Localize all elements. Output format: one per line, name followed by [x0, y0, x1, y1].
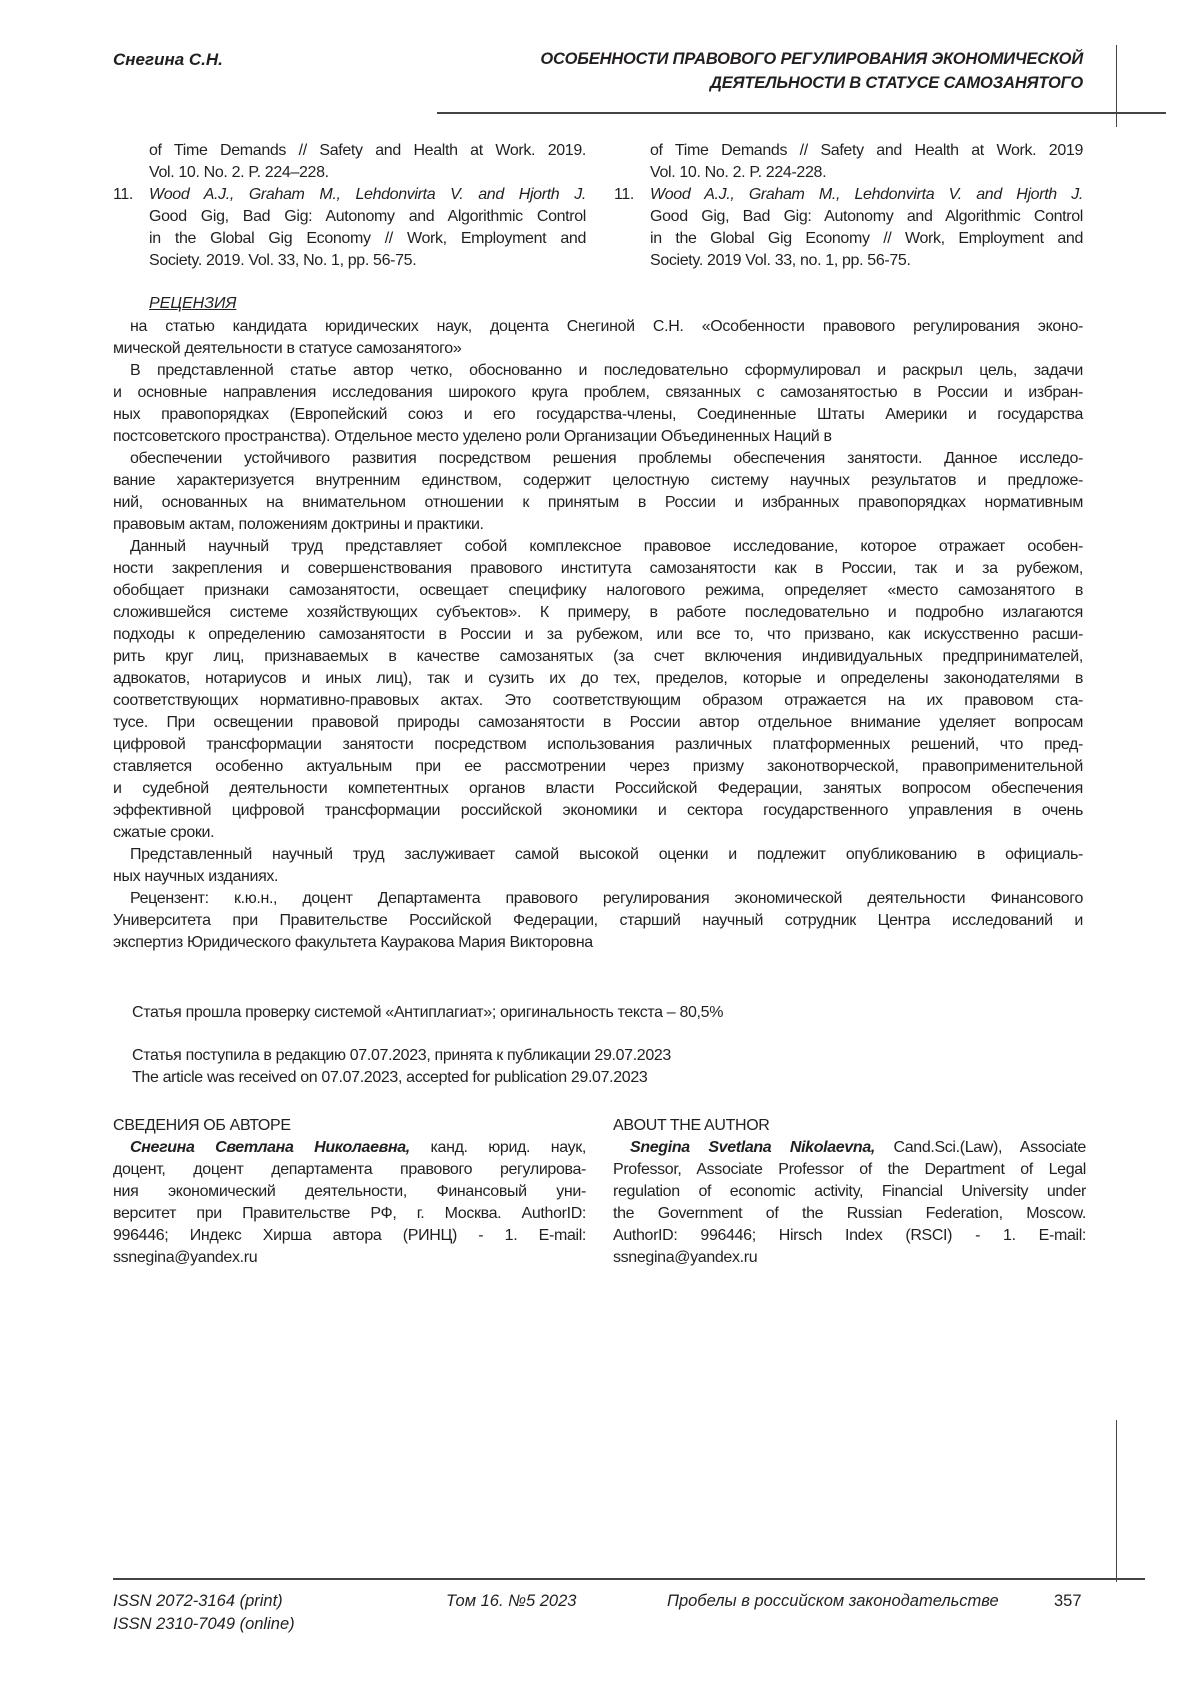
reference-item: [614, 184, 1083, 206]
footer-volume: Том 16. №5 2023: [446, 1592, 577, 1610]
author-name: Снегина Светлана Николаевна,: [130, 1139, 410, 1156]
author-section-heading: ABOUT THE AUTHOR: [613, 1117, 770, 1134]
author-info-line: AuthorID: 996446; Hirsch Index (RSCI) - 1. E-mail:: [613, 1227, 1086, 1244]
author-name: Snegina Svetlana Nikolaevna,: [630, 1139, 875, 1156]
author-info-line: 996446; Индекс Хирша автора (РИНЦ) - 1. E-mail:: [113, 1227, 586, 1244]
review-line: В представленной статье автор четко, обоснованно и последовательно сформулировал и раскрыл цель, задачи: [130, 362, 1083, 379]
review-line: на статью кандидата юридических наук, доцента Снегиной С.Н. «Особенности правового регулирования эконо-: [130, 318, 1083, 335]
header-crop-mark: [1116, 45, 1117, 127]
review-line: эффективной цифровой трансформации российской экономики и сектора государственного управления в очень: [113, 802, 1083, 819]
review-line: постсоветского пространства). Отдельное место уделено роли Организации Объединенных Наций в: [113, 428, 832, 445]
author-info-line: ния экономический деятельности, Финансовый уни-: [113, 1183, 586, 1200]
review-line: ных правопорядках (Европейский союз и его государства-члены, Соединенные Штаты Америки и государства: [113, 406, 1083, 423]
reference-authors: Wood A.J., Graham M., Lehdonvirta V. and Hjorth J.: [149, 186, 586, 203]
review-line: соответствующих нормативно-правовых актах. Это соответствующим образом отражается на их правовом ста-: [113, 692, 1083, 709]
review-line: и основные направления исследования широкого круга проблем, связанных с самозанятостью в России и избран-: [113, 384, 1083, 401]
reference-line: of Time Demands // Safety and Health at Work. 2019.: [149, 142, 586, 159]
running-header-title: [383, 47, 1083, 95]
review-line: сжатые сроки.: [113, 824, 215, 841]
reference-line: Good Gig, Bad Gig: Autonomy and Algorithmic Control: [650, 208, 1083, 225]
page-number: 357: [1054, 1592, 1082, 1610]
review-line: обобщает признаки самозанятости, освещает специфику налогового режима, определяет «место самозанятого в: [113, 582, 1083, 599]
review-line: ставляется особенно актуальным при ее рассмотрении через призму законотворческой, правоприменительной: [113, 758, 1083, 775]
review-paragraph: [113, 360, 1083, 448]
review-line: ных научных изданиях.: [113, 868, 279, 885]
review-paragraph: [113, 448, 1083, 536]
review-body: [113, 316, 1083, 954]
review-line: Данный научный труд представляет собой комплексное правовое исследование, которое отражает особен-: [130, 538, 1083, 555]
running-header-title-line: ДЕЯТЕЛЬНОСТИ В СТАТУСЕ САМОЗАНЯТОГО: [710, 74, 1083, 92]
author-info-line: ssnegina@yandex.ru: [613, 1249, 758, 1266]
footer-rule: [113, 1578, 1145, 1580]
author-info-english: [613, 1115, 1086, 1269]
review-paragraph: [113, 536, 1083, 844]
reference-number: 11.: [614, 186, 635, 203]
author-info-line: верситет при Правительстве РФ, г. Москва. AuthorID:: [113, 1205, 586, 1222]
review-paragraph: [113, 316, 1083, 360]
review-line: ности закрепления и совершенствования правового института самозанятости как в России, так и за рубежом,: [113, 560, 1083, 577]
reference-line: in the Global Gig Economy // Work, Employment and: [149, 230, 586, 247]
references-russian-column: [113, 140, 586, 272]
review-paragraph: [113, 888, 1083, 954]
review-line: сложившейся системе хозяйствующих субъектов». К примеру, в работе последовательно и подробно излагаются: [113, 604, 1083, 621]
footer-crop-mark: [1116, 1420, 1117, 1582]
review-line: подходы к определению самозанятости в России и за рубежом, или все то, что призвано, как искусственно расши-: [113, 626, 1083, 643]
antiplagiat-note: Статья прошла проверку системой «Антиплагиат»; оригинальность текста – 80,5%: [132, 1004, 724, 1021]
issn-online: ISSN 2310-7049 (online): [113, 1615, 295, 1633]
review-line: рить круг лиц, признаваемых в качестве самозанятых (за счет включения индивидуальных предпринимателей,: [113, 648, 1083, 665]
author-info-line: доцент, доцент департамента правового регулирова-: [113, 1161, 586, 1178]
reference-line: Good Gig, Bad Gig: Autonomy and Algorithmic Control: [149, 208, 586, 225]
author-info-russian: [113, 1115, 586, 1269]
author-name-line: [113, 1137, 586, 1159]
review-line: Рецензент: к.ю.н., доцент Департамента правового регулирования экономической деятельности Финансового: [130, 890, 1083, 907]
review-line: ний, основанных на внимательном отношении к принятым в России и избранных правопорядках нормативным: [113, 494, 1083, 511]
review-line: Представленный научный труд заслуживает самой высокой оценки и подлежит опубликованию в официаль-: [130, 846, 1083, 863]
review-line: цифровой трансформации занятости посредством использования различных платформенных решений, что пред-: [113, 736, 1083, 753]
header-rule: [437, 112, 1166, 114]
reference-line: Society. 2019 Vol. 33, no. 1, pp. 56-75.: [650, 252, 911, 269]
review-heading: РЕЦЕНЗИЯ: [149, 295, 237, 312]
received-date-en: The article was received on 07.07.2023, accepted for publication 29.07.2023: [132, 1069, 648, 1086]
author-degree: Cand.Sci.(Law), Associate: [893, 1139, 1086, 1156]
reference-item: [113, 184, 586, 206]
review-line: адвокатов, нотариусов и иных лиц), так и сузить их до тех, пределов, которые и определены законодателями в: [113, 670, 1083, 687]
review-line: обеспечении устойчивого развития посредством решения проблемы обеспечения занятости. Данное исследо-: [130, 450, 1083, 467]
reference-number: 11.: [113, 186, 134, 203]
review-line: правовым актам, положениям доктрины и практики.: [113, 516, 484, 533]
author-degree: канд. юрид. наук,: [430, 1139, 586, 1156]
review-line: и судебной деятельности компетентных органов власти Российской Федерации, занятых вопросом обеспечения: [113, 780, 1083, 797]
running-header-title-line: ОСОБЕННОСТИ ПРАВОВОГО РЕГУЛИРОВАНИЯ ЭКОНОМИЧЕСКОЙ: [540, 50, 1083, 68]
issn-print: ISSN 2072-3164 (print): [113, 1592, 283, 1610]
author-info-line: ssnegina@yandex.ru: [113, 1249, 258, 1266]
received-date-ru: Статья поступила в редакцию 07.07.2023, принята к публикации 29.07.2023: [132, 1047, 671, 1064]
reference-line: in the Global Gig Economy // Work, Employment and: [650, 230, 1083, 247]
review-line: Университета при Правительстве Российской Федерации, старший научный сотрудник Центра исследований и: [113, 912, 1083, 929]
review-line: экспертиз Юридического факультета Кауракова Мария Викторовна: [113, 934, 593, 951]
author-name-line: [613, 1137, 1086, 1159]
reference-line: Society. 2019. Vol. 33, No. 1, pp. 56-75.: [149, 252, 417, 269]
review-line: мической деятельности в статусе самозанятого»: [113, 340, 462, 357]
author-info-line: regulation of economic activity, Financial University under: [613, 1183, 1086, 1200]
author-section-heading: СВЕДЕНИЯ ОБ АВТОРЕ: [113, 1117, 291, 1134]
author-info-line: the Government of the Russian Federation, Moscow.: [613, 1205, 1086, 1222]
running-header-author: Снегина С.Н.: [113, 50, 223, 69]
reference-line: of Time Demands // Safety and Health at Work. 2019: [650, 142, 1083, 159]
references-english-column: [614, 140, 1083, 272]
review-paragraph: [113, 844, 1083, 888]
reference-authors: Wood A.J., Graham M., Lehdonvirta V. and Hjorth J.: [650, 186, 1083, 203]
footer-issn: [113, 1590, 295, 1636]
review-line: вание характеризуется внутренним единством, содержит целостную систему научных результатов и предложе-: [113, 472, 1083, 489]
review-line: тусе. При освещении правовой природы самозанятости в России автор отдельное внимание уделяет вопросам: [113, 714, 1083, 731]
reference-line: Vol. 10. No. 2. P. 224–228.: [149, 164, 329, 181]
footer-journal-name: Пробелы в российском законодательстве: [667, 1592, 999, 1610]
reference-line: Vol. 10. No. 2. P. 224-228.: [650, 164, 827, 181]
author-info-line: Professor, Associate Professor of the Department of Legal: [613, 1161, 1086, 1178]
